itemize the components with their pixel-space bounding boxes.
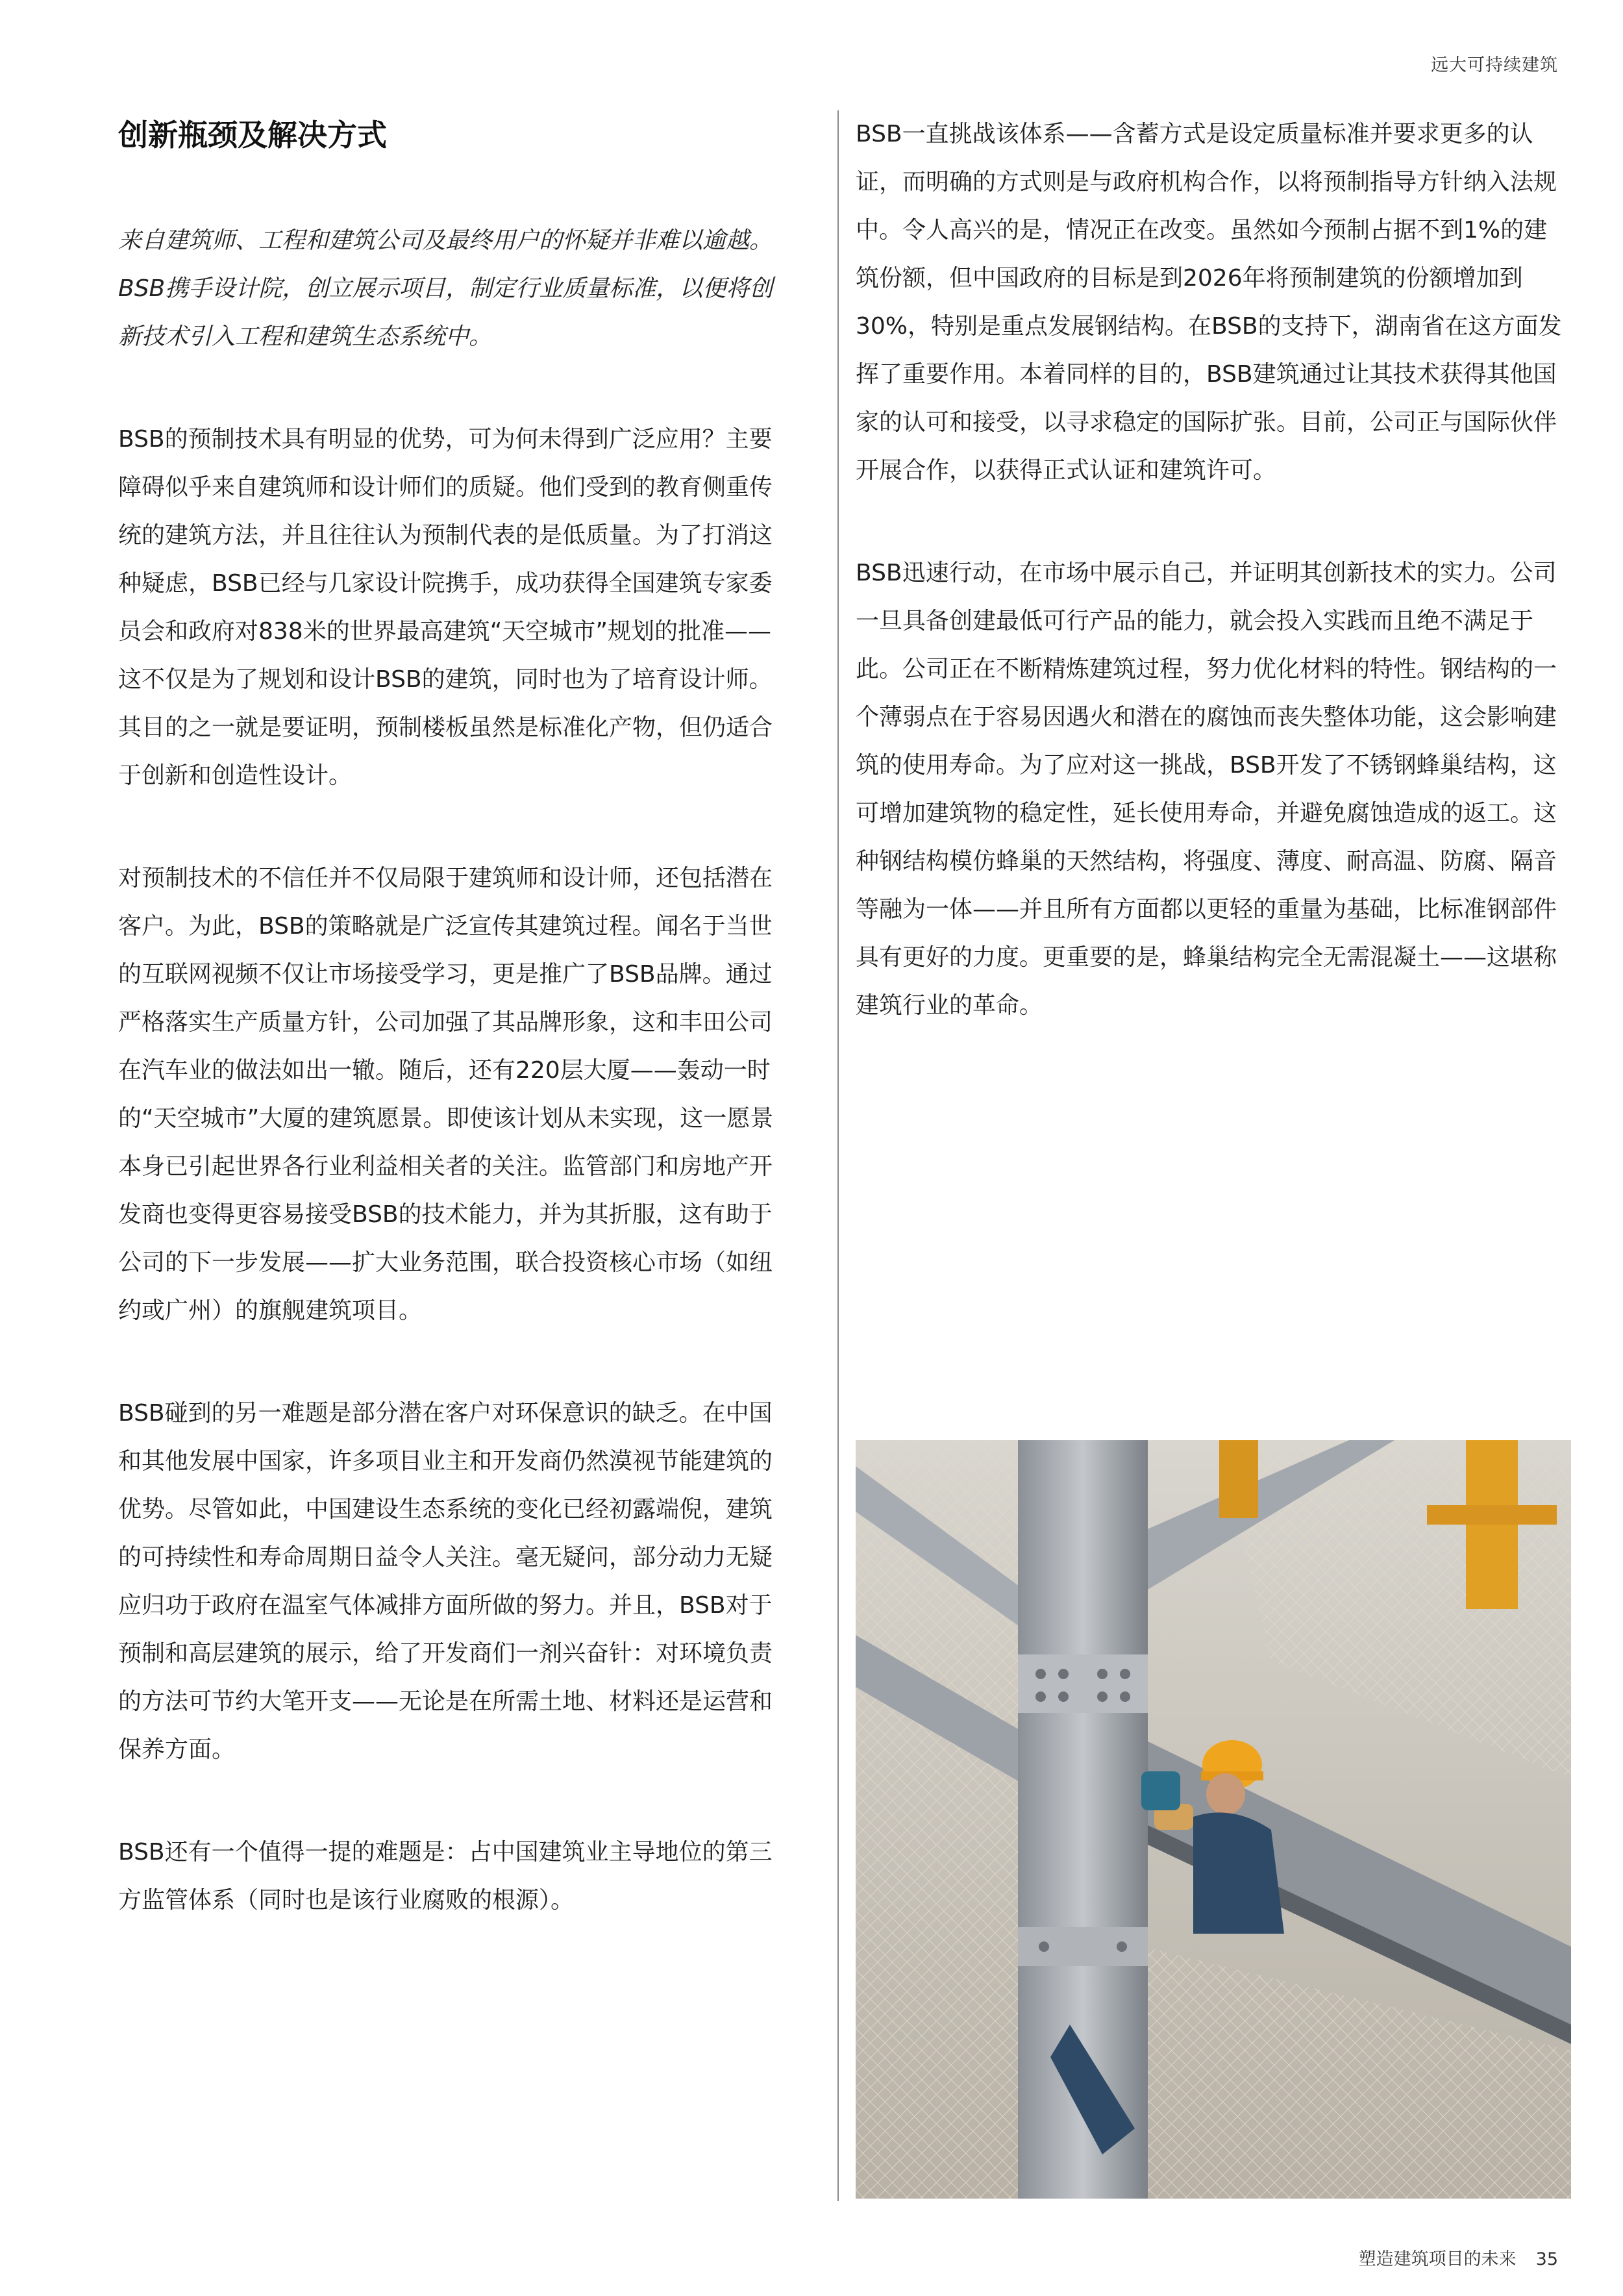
left-column	[118, 112, 787, 1979]
lead-paragraph: 来自建筑师、工程和建筑公司及最终用户的怀疑并非难以逾越。BSB携手设计院，创立展示项目，制定行业质量标准，以便将创新技术引入工程和建筑生态系统中。	[118, 227, 773, 350]
section-title: 创新瓶颈及解决方式	[118, 118, 387, 153]
page-footer	[1359, 2245, 1558, 2270]
body-paragraph: BSB碰到的另一难题是部分潜在客户对环保意识的缺乏。在中国和其他发展中国家，许多项目业主和开发商仍然漠视节能建筑的优势。尽管如此，中国建设生态系统的变化已经初露端倪，建筑的可持续性和寿命周期日益令人关注。毫无疑问，部分动力无疑应归功于政府在温室气体减排方面所做的努力。并且，BSB对于预制和高层建筑的展示，给了开发商们一剂兴奋针：对环境负责的方法可节约大笔开支——无论是在所需土地、材料还是运营和保养方面。	[118, 1400, 773, 1763]
footer-title: 塑造建筑项目的未来	[1358, 2249, 1517, 2269]
section-label: 远大可持续建筑	[1431, 55, 1558, 75]
construction-photo	[856, 1440, 1571, 2199]
body-paragraph: BSB一直挑战该体系——含蓄方式是设定质量标准并要求更多的认证，而明确的方式则是与政府机构合作，以将预制指导方针纳入法规中。令人高兴的是，情况正在改变。虽然如今预制占据不到1%的建筑份额，但中国政府的目标是到2026年将预制建筑的份额增加到30%，特别是重点发展钢结构。在BSB的支持下，湖南省在这方面发挥了重要作用。本着同样的目的，BSB建筑通过让其技术获得其他国家的认可和接受，以寻求稳定的国际扩张。目前，公司正与国际伙伴开展合作，以获得正式认证和建筑许可。	[856, 121, 1562, 484]
column-divider	[837, 110, 839, 2201]
body-paragraph: 对预制技术的不信任并不仅局限于建筑师和设计师，还包括潜在客户。为此，BSB的策略就是广泛宣传其建筑过程。闻名于当世的互联网视频不仅让市场接受学习，更是推广了BSB品牌。通过严格落实生产质量方针，公司加强了其品牌形象，这和丰田公司在汽车业的做法如出一辙。随后，还有220层大厦——轰动一时的“天空城市”大厦的建筑愿景。即使该计划从未实现，这一愿景本身已引起世界各行业利益相关者的关注。监管部门和房地产开发商也变得更容易接受BSB的技术能力，并为其折服，这有助于公司的下一步发展——扩大业务范围，联合投资核心市场（如纽约或广州）的旗舰建筑项目。	[118, 865, 774, 1324]
body-paragraph: BSB还有一个值得一提的难题是：占中国建筑业主导地位的第三方监管体系（同时也是该行业腐败的根源）。	[118, 1839, 773, 1914]
right-column	[856, 110, 1570, 1084]
body-paragraph: BSB的预制技术具有明显的优势，可为何未得到广泛应用？主要障碍似乎来自建筑师和设计师们的质疑。他们受到的教育侧重传统的建筑方法，并且往往认为预制代表的是低质量。为了打消这种疑虑，BSB已经与几家设计院携手，成功获得全国建筑专家委员会和政府对838米的世界最高建筑“天空城市”规划的批准——这不仅是为了规划和设计BSB的建筑，同时也为了培育设计师。其目的之一就是要证明，预制楼板虽然是标准化产物，但仍适合于创新和创造性设计。	[118, 426, 773, 789]
body-paragraph: BSB迅速行动，在市场中展示自己，并证明其创新技术的实力。公司一旦具备创建最低可行产品的能力，就会投入实践而且绝不满足于此。公司正在不断精炼建筑过程，努力优化材料的特性。钢结构的一个薄弱点在于容易因遇火和潜在的腐蚀而丧失整体功能，这会影响建筑的使用寿命。为了应对这一挑战，BSB开发了不锈钢蜂巢结构，这可增加建筑物的稳定性，延长使用寿命，并避免腐蚀造成的返工。这种钢结构模仿蜂巢的天然结构，将强度、薄度、耐高温、防腐、隔音等融为一体——并且所有方面都以更轻的重量为基础，比标准钢部件具有更好的力度。更重要的是，蜂巢结构完全无需混凝土——这堪称建筑行业的革命。	[856, 560, 1557, 1019]
page-number: 35	[1535, 2249, 1558, 2269]
